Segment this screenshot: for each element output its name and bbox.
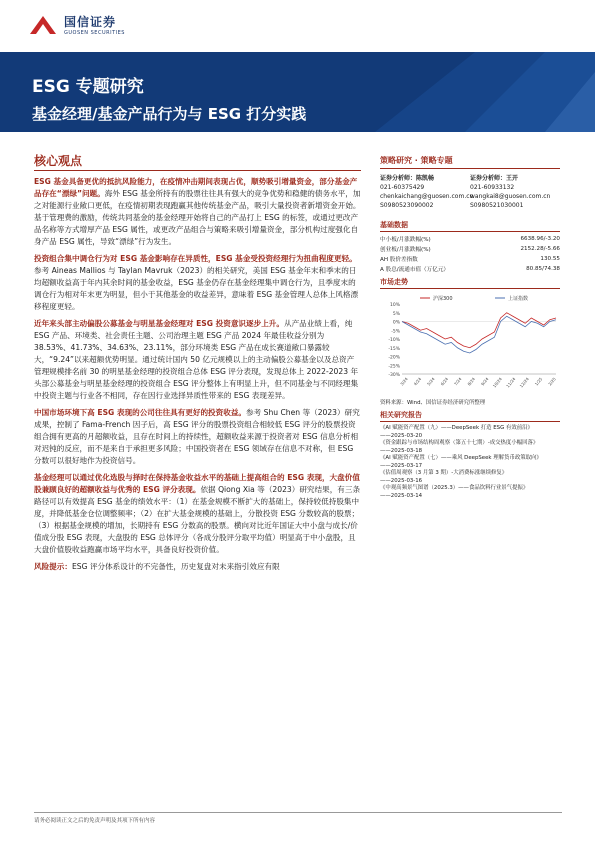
row-label: 中小板/月涨跌幅(%)	[380, 237, 431, 243]
left-heading-rule	[34, 170, 361, 171]
paragraph-text: 从产品业绩上看，纯 ESG 产品、环境类、社会责任主题、公司治理主题 ESG 产品 2024 年最佳收益分别为 38.53%、41.73%、34.63%、23.11%，部分环境类 ESG 产品在成长赛道敞口暴露较大，“9.24”以来超额优势明显。通过统计国内 50 亿元规模以上的主动偏股公募基金以及总资产管理规模排名前 30 的明星基金经理的投资组合总体 ESG 评分表现，发现总体上 2022-2023 年头部公募基金与明星基金经理的投资组合 ESG 评分整体上有明显上升，但不同基金与不同经理集中投资主题与行业各不相同，存在因行业选择异质性带来的 ESG 表现差异。	[34, 319, 359, 400]
row-label: 创业板/月涨跌幅(%)	[380, 247, 431, 253]
table-row	[380, 254, 560, 264]
y-tick-label: -5%	[391, 329, 400, 335]
x-tick-label: 10/24	[491, 376, 503, 389]
banner-pattern	[335, 52, 595, 132]
market-trend-rule	[380, 288, 560, 289]
report-link[interactable]: 《估值周观察（3 月第 3 期）-大消费标涨继续修复》	[380, 470, 508, 476]
basic-data-table	[380, 234, 560, 274]
analyst-name: 证券分析师：王开	[470, 175, 519, 182]
x-tick-label: 8/24	[466, 376, 477, 387]
paragraph-3	[34, 318, 361, 402]
risk-text: ESG 评分体系设计的不完备性，历史复盘对未来指引效应有限	[71, 562, 280, 571]
row-value: 130.55	[540, 256, 560, 262]
report-date: ——2025-03-20	[380, 432, 423, 439]
y-tick-label: -10%	[388, 338, 400, 343]
row-label: AH 股价差指数	[380, 257, 418, 263]
x-tick-label: 7/24	[452, 376, 463, 387]
title-banner	[0, 52, 595, 132]
report-date: ——2025-03-18	[380, 447, 423, 454]
paragraph-2	[34, 253, 361, 313]
y-tick-label: -25%	[388, 364, 400, 370]
analyst-name: 证券分析师：陈凯畅	[380, 175, 435, 182]
analyst-cert: S0980521030001	[470, 202, 524, 209]
analyst-1	[380, 174, 474, 210]
x-tick-label: 3/24	[399, 376, 409, 387]
analyst-email[interactable]: wangkai8@guosen.com.cn	[470, 193, 551, 200]
analyst-cert: S0980523090002	[380, 202, 434, 209]
row-value: 2152.28/-5.66	[520, 246, 560, 252]
paragraph-lead: 投资组合集中调仓行为对 ESG 基金影响存在异质性，ESG 基金受投资经理行为扭曲程度更轻。	[34, 254, 357, 263]
table-row	[380, 234, 560, 244]
x-tick-label: 11/24	[505, 376, 517, 389]
brand-cn: 国信证券	[64, 15, 117, 29]
report-link[interactable]: 《资金跟踪与市场结构周观察（第五十七期）-成交热度小幅回落》	[380, 440, 539, 446]
report-date: ——2025-03-17	[380, 462, 423, 469]
list-item[interactable]	[380, 470, 560, 485]
paragraph-lead: 近年来头部主动偏股公募基金与明星基金经理对 ESG 投资意识逐步上升。	[34, 319, 284, 328]
guosen-logo	[28, 13, 125, 36]
risk-lead: 风险提示：	[34, 562, 72, 571]
series-line-1	[402, 313, 556, 348]
basic-data-rule	[380, 231, 560, 232]
core-view-body	[34, 176, 361, 578]
analyst-email[interactable]: chenkaichang@guosen.com.cn	[380, 193, 474, 200]
paragraph-text: 参考 Aineas Mallios 与 Taylan Mavruk（2023）的相关研究，美国 ESG 基金年末和季末的日均超额收益高于年内其余时间的基金收益，ESG 基金仍存在基金经理集中调仓行为，且季度末的调仓行为相对年末更为明显，但小于其他基金的收益差异，意味着 ESG 基金管理人总体上风格漂移程度更轻。	[34, 266, 359, 311]
x-tick-label: 6/24	[439, 376, 450, 387]
list-item[interactable]	[380, 485, 560, 500]
paragraph-lead: 中国市场环境下高 ESG 表现的公司往往具有更好的投资收益。	[34, 408, 247, 417]
paragraph-1	[34, 176, 361, 248]
paragraph-text: 海外 ESG 基金所持有的股票往往具有强大的竞争优势和稳健的债务水平，加之对能源行业敞口更低，在疫情初期表现跑赢其他传统基金产品，吸引大量投资者新增资金开始。基于管理费的激励，传统共同基金的基金经理开始将自己的产品打上 ESG 的标签，或通过更改产品名称等方式增厚产品 ESG 属性，或更改产品组合与策略来吸引增量资金，部分机构过度强化自身产品 ESG 属性，导致“漂绿”行为发生。	[34, 189, 361, 246]
row-label: A 股总/流通市值（万亿元）	[380, 267, 450, 273]
report-date: ——2025-03-14	[380, 492, 423, 499]
market-trend-chart	[380, 292, 560, 392]
brand-en: GUOSEN SECURITIES	[64, 30, 125, 36]
report-subtitle: 基金经理/基金产品行为与 ESG 打分实践	[32, 105, 307, 123]
row-value: 80.85/74.38	[526, 266, 560, 272]
section-label: 策略研究 · 策略专题	[380, 156, 453, 165]
table-row	[380, 264, 560, 274]
x-tick-label: 9/24	[479, 376, 490, 387]
paragraph-5	[34, 472, 361, 556]
report-title: ESG 专题研究	[32, 77, 144, 97]
report-link[interactable]: 《AI 赋能资产配置（九）——DeepSeek 打造 ESG 有效前沿》	[380, 425, 533, 431]
y-tick-label: 0%	[392, 320, 400, 326]
footer-disclaimer: 请务必阅读正文之后的免责声明及其项下所有内容	[34, 818, 156, 824]
chart-source: 资料来源：Wind、国信证券经济研究所整理	[380, 400, 486, 406]
report-link[interactable]: 《中观高频景气图谱（2025.3）——食品饮料行业景气提振》	[380, 485, 529, 491]
analyst-phone: 021-60933132	[470, 184, 515, 191]
paragraph-text: 依据 Qiong Xia 等（2023）研究结果，有三条路径可以有效提高 ESG 基金的绩效水平：（1）在基金规模不断扩大的基础上，保持较低持股集中度，并降低基金仓位调整频率；（2）在扩大基金规模的基础上，分散投资 ESG 分数较高的股票；（3）根据基金规模的增加，长期持有 ESG 分数高的股票。横向对比近年国证大中小盘与成长/价值成分股 ESG 表现，大盘股的 ESG 总体评分（各成分股评分取平均值）明显高于中小盘股，且大盘价值股收益跑赢市场平均水平，具备良好投资价值。	[34, 485, 361, 554]
y-tick-label: 5%	[392, 311, 400, 317]
legend-label: 上证指数	[508, 296, 529, 302]
y-tick-label: 10%	[389, 303, 400, 308]
report-date: ——2025-03-16	[380, 477, 423, 484]
legend-label: 沪深300	[433, 296, 453, 302]
y-tick-label: -20%	[388, 355, 400, 361]
list-item[interactable]	[380, 455, 560, 470]
series-line-2	[402, 316, 556, 353]
basic-data-heading: 基础数据	[380, 221, 408, 229]
y-tick-label: -30%	[388, 373, 400, 378]
x-tick-label: 2/25	[547, 376, 557, 387]
analyst-phone: 021-60375429	[380, 184, 425, 191]
list-item[interactable]	[380, 425, 560, 440]
footer-rule	[34, 812, 562, 813]
paragraph-lead: 基金经理可以通过优化选股与择时在保持基金收益水平的基础上提高组合的 ESG 表现，大盘价值股兼顾良好的超额收益与优秀的 ESG 评分表现。	[34, 473, 360, 494]
list-item[interactable]	[380, 440, 560, 455]
paragraph-lead: ESG 基金具备更优的抵抗风险能力，在疫情冲击期间表现占优，顺势吸引增量资金，部分基金产品存在“漂绿”问题。	[34, 177, 358, 198]
x-tick-label: 12/24	[518, 376, 530, 389]
right-heading-rule	[380, 168, 560, 169]
y-tick-label: -15%	[388, 346, 400, 352]
related-reports-list	[380, 425, 560, 500]
report-link[interactable]: 《AI 赋能资产配置（七）——乘风 DeepSeek 理解货币政策取向》	[380, 455, 542, 461]
paragraph-text: 参考 Shu Chen 等（2023）研究成果，控制了 Fama-French 因子后，高 ESG 评分的股票投资组合相较低 ESG 评分的股票投资组合拥有更高的月超额收益，且存在时间上的持续性，超额收益来源于投资者对 ESG 信息分析相对迟钝的反应，而不是来自于承担更多风险；中国投资者在 ESG 领域存在信息不对称，但 ESG 分数可以很好地作为投资信号。	[34, 408, 360, 465]
market-trend-heading: 市场走势	[380, 278, 408, 286]
logo-mark-icon	[28, 14, 58, 36]
x-tick-label: 5/24	[426, 376, 436, 387]
table-row	[380, 244, 560, 254]
paragraph-4	[34, 407, 361, 467]
related-reports-rule	[380, 421, 560, 422]
risk-note	[34, 561, 361, 573]
core-view-heading: 核心观点	[34, 154, 83, 168]
related-reports-heading: 相关研究报告	[380, 411, 422, 419]
x-tick-label: 1/25	[533, 376, 544, 387]
analyst-2	[470, 174, 560, 210]
x-tick-label: 4/24	[412, 376, 423, 387]
row-value: 6638.96/-3.20	[520, 236, 560, 242]
